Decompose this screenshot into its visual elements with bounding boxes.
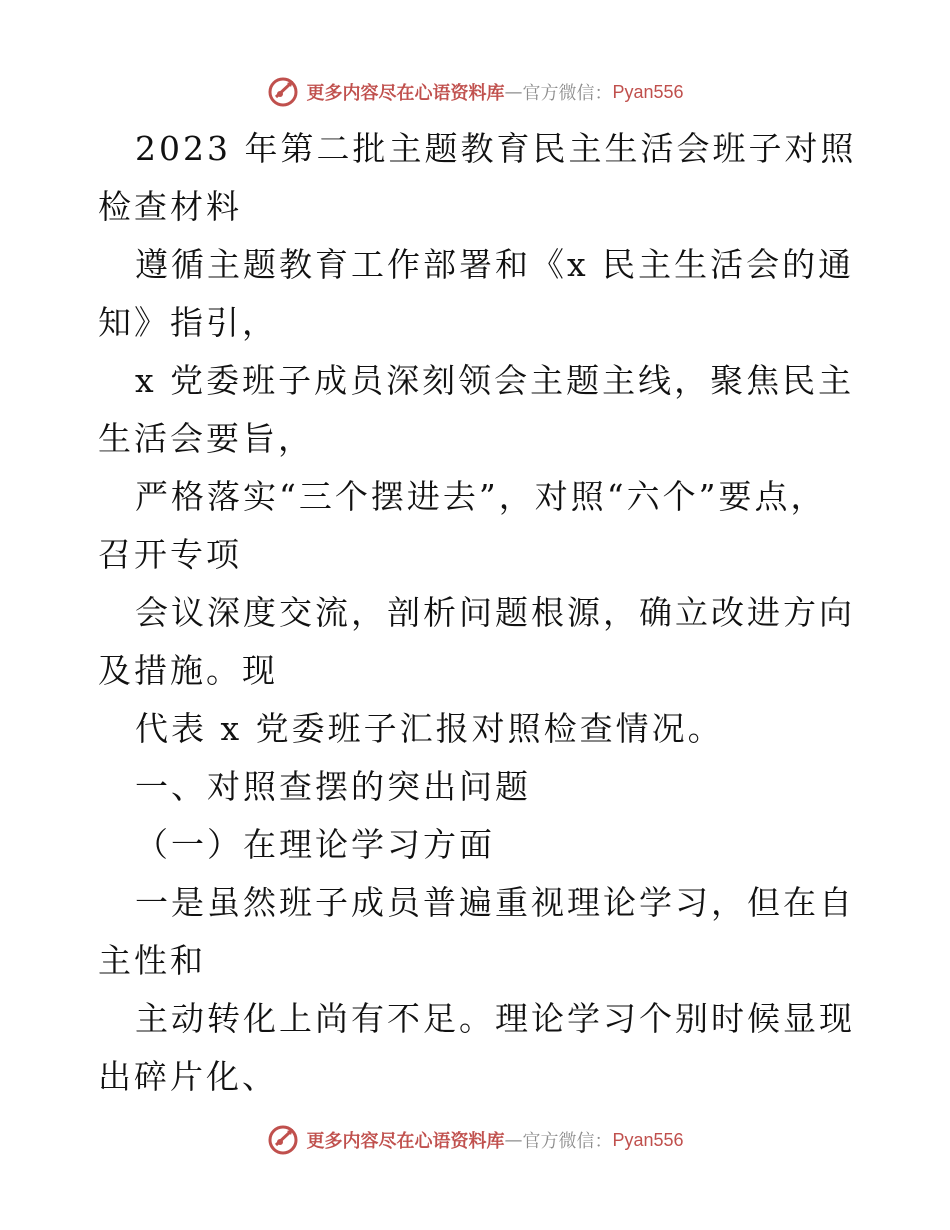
- watermark-prefix: 更多内容尽在心语资料库: [306, 83, 505, 104]
- paragraph: 会议深度交流，剖析问题根源，确立改进方向及措施。现: [98, 593, 855, 690]
- watermark-suffix: 官方微信：: [522, 83, 613, 104]
- paragraph: x 党委班子成员深刻领会主题主线，聚焦民主生活会要旨，: [98, 361, 855, 458]
- document-body: [98, 120, 858, 1106]
- section-heading: 一、对照查摆的突出问题: [135, 767, 531, 806]
- footer-watermark: [0, 1120, 950, 1160]
- logo-icon: [266, 75, 300, 109]
- paragraph: 主动转化上尚有不足。理论学习个别时候显现出碎片化、: [98, 999, 855, 1096]
- paragraph: 代表 x 党委班子汇报对照检查情况。: [135, 709, 724, 748]
- watermark-handle: Pyan556: [612, 81, 684, 102]
- watermark-dash: —: [504, 81, 523, 103]
- watermark-handle: Pyan556: [612, 1129, 684, 1150]
- watermark-prefix: 更多内容尽在心语资料库: [306, 1131, 505, 1152]
- paragraph: 一是虽然班子成员普遍重视理论学习，但在自主性和: [98, 883, 855, 980]
- paragraph: 严格落实“三个摆进去”，对照“六个”要点，召开专项: [98, 477, 827, 574]
- header-watermark: [0, 72, 950, 112]
- logo-icon: [266, 1123, 300, 1157]
- watermark-dash: —: [504, 1129, 523, 1151]
- paragraph: 遵循主题教育工作部署和《x 民主生活会的通知》指引，: [98, 245, 855, 342]
- document-title: 2023 年第二批主题教育民主生活会班子对照检查材料: [98, 129, 857, 226]
- watermark-suffix: 官方微信：: [522, 1131, 613, 1152]
- subsection-heading: （一）在理论学习方面: [135, 825, 495, 864]
